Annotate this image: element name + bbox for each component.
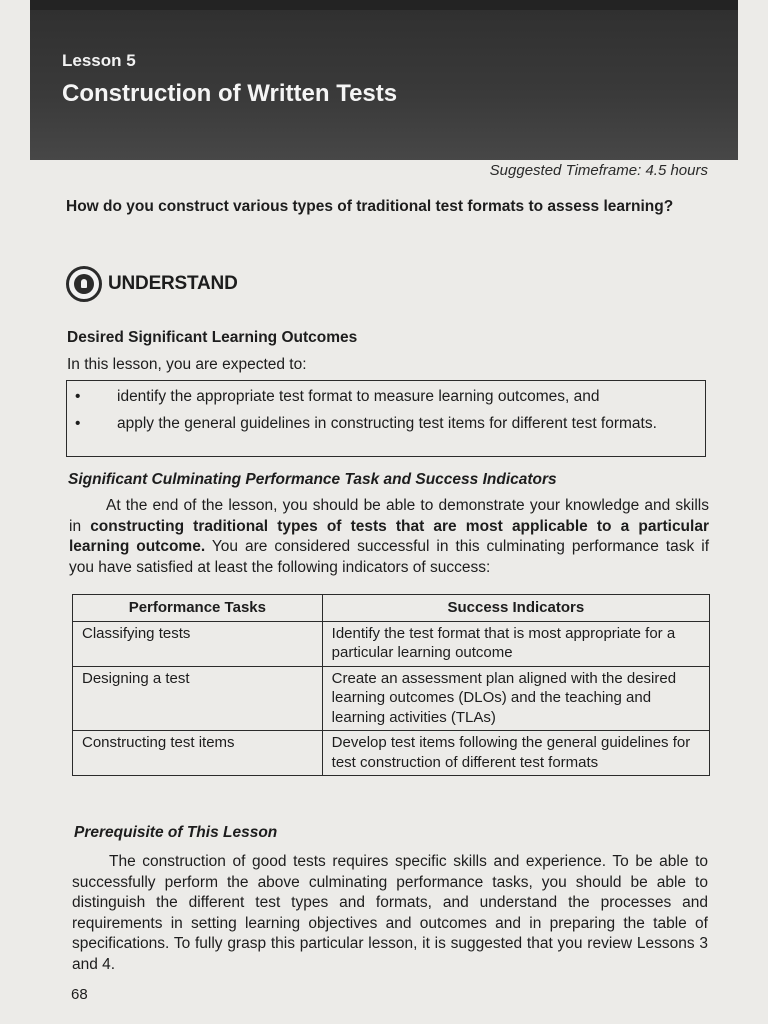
understand-section-heading xyxy=(66,264,238,304)
prerequisite-heading: Prerequisite of This Lesson xyxy=(74,824,278,841)
success-indicators-table xyxy=(72,594,710,776)
table-cell: Develop test items following the general guidelines for test construction of different test formats xyxy=(322,731,709,776)
prerequisite-paragraph xyxy=(72,852,708,975)
suggested-timeframe: Suggested Timeframe: 4.5 hours xyxy=(489,162,708,179)
bullet-icon: • xyxy=(75,415,81,432)
paragraph-text: The construction of good tests requires specific skills and experience. To be able to successfully perform the above culminating performance tasks, you should be able to distinguish the different test types and formats, and understand the processes and requirements in setting learning objectives and outcomes and in preparing the table of specifications. To fully grasp this particular lesson, it is suggested that you review Lessons 3 and 4. xyxy=(72,853,708,973)
essential-question: How do you construct various types of traditional test formats to assess learning? xyxy=(66,198,674,215)
bullet-icon: • xyxy=(75,388,81,405)
table-cell: Designing a test xyxy=(73,666,323,731)
table-cell: Classifying tests xyxy=(73,621,323,666)
paragraph-bold-text: constructing traditional types of tests that are most applicable to a particular learning outcome. xyxy=(69,517,709,555)
understand-label: UNDERSTAND xyxy=(108,273,238,294)
table-row xyxy=(73,666,710,731)
table-cell: Constructing test items xyxy=(73,731,323,776)
header-top-stripe xyxy=(30,0,738,10)
column-header: Performance Tasks xyxy=(73,595,323,622)
paragraph-text: You are considered successful in this culminating performance task if you have satisfied at least the following indicators of success: xyxy=(69,538,709,576)
lightbulb-icon xyxy=(66,266,102,302)
lesson-number: Lesson 5 xyxy=(62,51,136,70)
table-cell: Identify the test format that is most appropriate for a particular learning outcome xyxy=(322,621,709,666)
table-row xyxy=(73,621,710,666)
learning-outcomes-box xyxy=(66,380,706,457)
page-number: 68 xyxy=(71,986,88,1003)
performance-task-paragraph xyxy=(69,496,709,578)
lesson-title: Construction of Written Tests xyxy=(62,80,398,107)
table-header-row xyxy=(73,595,710,622)
outcome-text: identify the appropriate test format to measure learning outcomes, and xyxy=(117,388,600,405)
column-header: Success Indicators xyxy=(322,595,709,622)
paragraph-text: At the end of the lesson, you should be able to demonstrate your knowledge and skills in xyxy=(69,497,709,535)
dslo-intro: In this lesson, you are expected to: xyxy=(67,356,307,373)
table-cell: Create an assessment plan aligned with the desired learning outcomes (DLOs) and the teaching and learning activities (TLAs) xyxy=(322,666,709,731)
outcome-text: apply the general guidelines in constructing test items for different test formats. xyxy=(117,415,657,432)
performance-task-heading: Significant Culminating Performance Task and Success Indicators xyxy=(68,471,557,488)
dslo-heading: Desired Significant Learning Outcomes xyxy=(67,329,358,346)
table-row xyxy=(73,731,710,776)
